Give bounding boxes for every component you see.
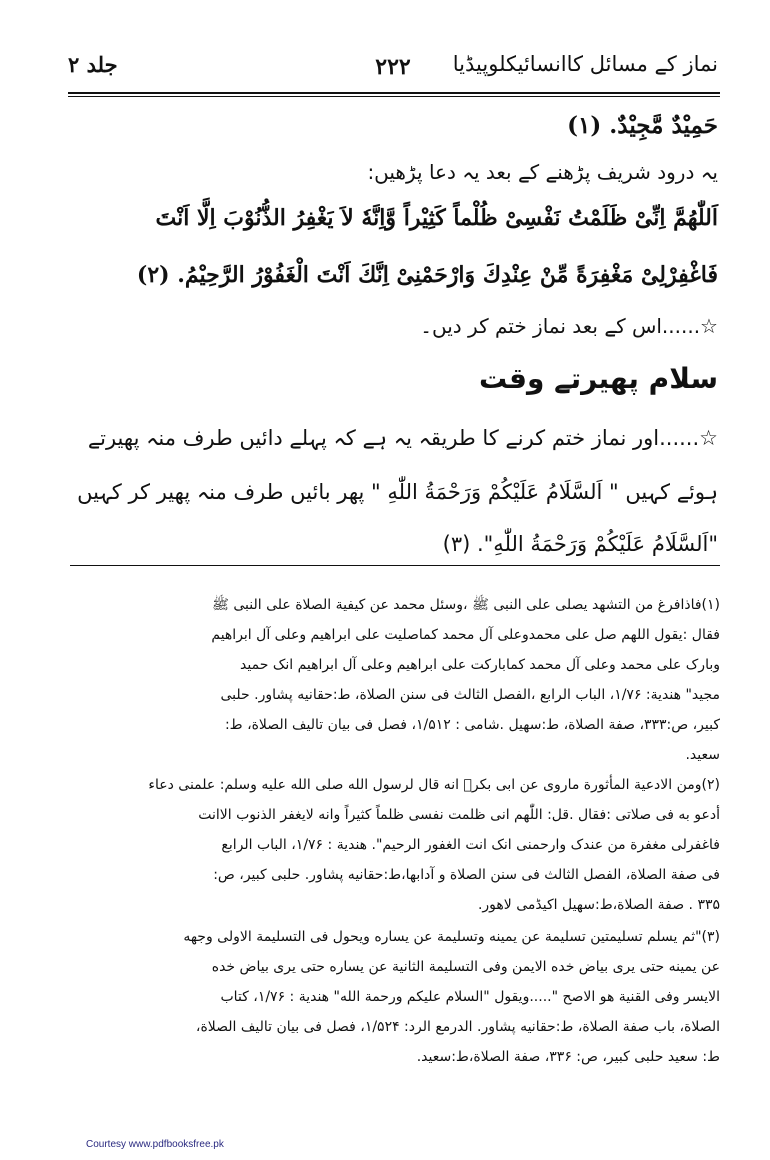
dua-line-2: فَاغْفِرْلِیْ مَغْفِرَةً مِّنْ عِنْدِكَ وَارْحَمْنِیْ اِنَّكَ اَنْتَ الْغَفُوْرُ الرَّحِیْمُ. (۲) (136, 262, 718, 288)
footnote-line: فاغفرلی مغفرة من عندک وارحمنی انک انت الغفور الرحیم". هندیة : ۱/۷۶، الباب الرابع (221, 837, 720, 853)
salam-line-3: "اَلسَّلَامُ عَلَیْكُمْ وَرَحْمَةُ اللّٰهِ". (۳) (442, 532, 718, 556)
footnote-line: فی صفة الصلاة، الفصل الثالث فی سنن الصلاة و آدابها،ط:حقانیه پشاور. حلبی کبیر، ص: (213, 867, 720, 883)
footnote-line: ط: سعید حلبی کبیر، ص: ۳۳۶، صفة الصلاة،ط:سعید. (416, 1049, 720, 1065)
end-prayer-line: ☆......اس کے بعد نماز ختم کر دیں۔ (420, 314, 718, 338)
dua-line-1: اَللّٰهُمَّ اِنِّیْ ظَلَمْتُ نَفْسِیْ ظُلْماً كَثِیْراً وَّاِنَّهٗ لاَ یَغْفِرُ الذُّنُوْبَ اِلَّا اَنْتَ (155, 205, 718, 231)
footnote-line: (۱)فاذافرغ من التشهد یصلی علی النبی ﷺ ،وسئل محمد عن کیفیة الصلاة علی النبی ﷺ (212, 597, 720, 613)
courtesy-link[interactable]: Courtesy www.pdfbooksfree.pk (86, 1139, 224, 1150)
footnote-line: (۲)ومن الادعیة المأثورة ماروی عن ابی بکرؓ انه قال لرسول الله صلی الله علیه وسلم: علمنی دعاء (148, 777, 720, 793)
page-header (68, 48, 718, 88)
footnote-line: مجید" هندیة: ۱/۷۶، الباب الرابع ،الفصل الثالث فی سنن الصلاة، ط:حقانیه پشاور. حلبی (220, 687, 720, 703)
footnote-3 (70, 922, 720, 1072)
section-heading: سلام پھیرتے وقت (479, 362, 718, 395)
instruction-line: یہ درود شریف پڑھنے کے بعد یہ دعا پڑھیں: (367, 160, 718, 184)
arabic-line-hamidun: حَمِيْدٌ مَّجِيْدٌ. (۱) (567, 112, 718, 139)
footnote-line: ۳۳۵ . صفة الصلاة،ط:سهیل اکیڈمی لاهور. (477, 897, 720, 913)
salam-line-1: ☆......اور نماز ختم کرنے کا طریقہ یہ ہے کہ پہلے دائیں طرف منہ پھیرتے (87, 426, 718, 450)
footnote-2 (70, 770, 720, 920)
footnote-line: وبارک علی محمد وعلی آل محمد کمابارکت علی ابراهیم وعلی آل ابراهیم انک حمید (240, 657, 720, 673)
footnote-line: أدعو به فی صلاتی :فقال .قل: اللّٰهم انی ظلمت نفسی ظلماً کثیراً وانه لایغفر الذنوب الاانت (198, 807, 720, 823)
footnote-line: الصلاة، باب صفة الصلاة، ط:حقانیه پشاور. الدرمع الرد: ۱/۵۲۴، فصل فی بیان تالیف الصلاة، (195, 1019, 720, 1035)
header-rule-thin (68, 96, 720, 97)
footnote-line: (۳)"ثم یسلم تسلیمتین تسلیمة عن یمینه وتسلیمة عن یساره ویحول فی التسلیمة الاولی وجهه (183, 929, 720, 945)
footnote-1 (70, 590, 720, 770)
footnote-line: فقال :یقول اللهم صل علی محمدوعلی آل محمد کماصلیت علی ابراهیم وعلی آل ابراهیم (211, 627, 720, 643)
salam-line-2: ہوئے کہیں " اَلسَّلَامُ عَلَیْكُمْ وَرَحْمَةُ اللّٰهِ " پھر بائیں طرف منہ پھیر کر کہیں (77, 480, 718, 504)
footnote-line: سعید. (685, 747, 720, 763)
header-rule (68, 92, 720, 94)
volume-label: جلد ۲ (68, 52, 118, 77)
footnote-line: کبیر، ص:۳۳۳، صفة الصلاة، ط:سهیل .شامی : ۱/۵۱۲، فصل فی بیان تالیف الصلاة، ط: (224, 717, 720, 733)
footnote-line: عن یمینه حتی یری بیاض خده الایمن وفی التسلیمة الثانیة عن یساره حتی یری بیاض خده (211, 959, 720, 975)
book-title: نماز کے مسائل کاانسائیکلوپیڈیا (452, 52, 718, 76)
footnote-divider (70, 565, 720, 566)
footnote-line: الایسر وفی القنیة هو الاصح ".....ویقول "السلام علیکم ورحمة الله" هندیة : ۱/۷۶، کتاب (220, 989, 720, 1005)
page-number: ۲۲۲ (375, 54, 411, 80)
